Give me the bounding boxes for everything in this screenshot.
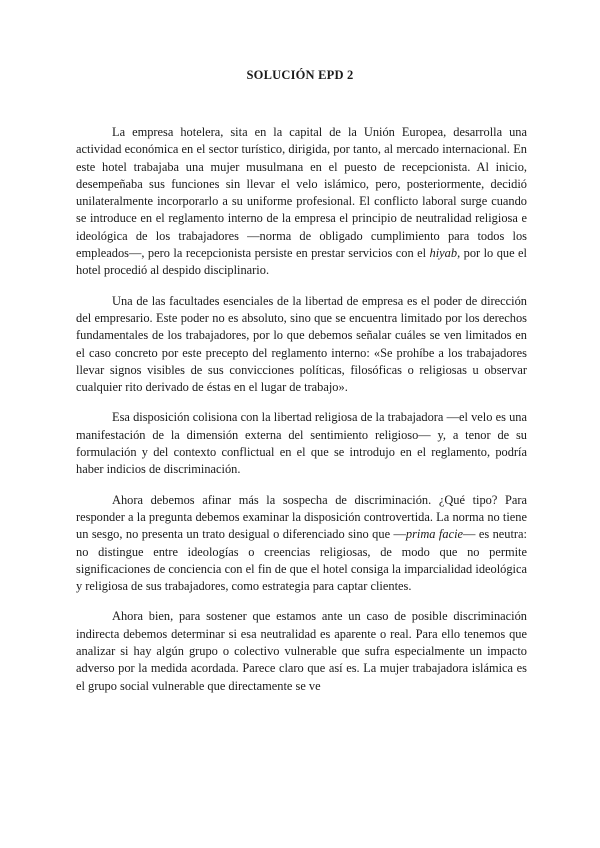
paragraph-text: , por lo que el hotel procedió al despido disciplinario. [76,246,527,278]
paragraph-4 [76,492,527,596]
document-body [76,124,527,708]
paragraph-text: Ahora bien, para sostener que estamos ante un caso de posible discriminación indirecta debemos determinar si esa neutralidad es aparente o real. Para ello tenemos que analizar si hay algún grupo o colectivo vulnerable que sufra especialmente un impacto adverso por la medida acordada. Parece claro que así es. La mujer trabajadora islámica es el grupo social vulnerable que directamente se ve [76,609,527,693]
paragraph-text: Una de las facultades esenciales de la libertad de empresa es el poder de dirección del empresario. Este poder no es absoluto, sino que se encuentra limitado por los derechos fundamentales de los trabajadores, por lo que debemos señalar cuáles se ven limitados en el caso concreto por este precepto del reglamento interno: «Se prohíbe a los trabajadores llevar signos visibles de sus convicciones políticas, filosóficas o religiosas u observar cualquier rito derivado de éstas en el lugar de trabajo». [76,293,527,395]
paragraph-text: Esa disposición colisiona con la libertad religiosa de la trabajadora —el velo es una manifestación de la dimensión externa del sentimiento religioso— y, a tenor de su formulación y del contexto conflictual en el que se introdujo en el reglamento, podría haber indicios de discriminación. [76,410,527,477]
italic-term: hiyab [429,246,458,261]
paragraph-text: Ahora debemos afinar más la sospecha de discriminación. ¿Qué tipo? Para responder a la pregunta debemos examinar la disposición controvertida. La norma no tiene un sesgo, no presenta un trato desigual o diferenciado sino que — [76,492,527,542]
page-title: SOLUCIÓN EPD 2 [246,68,354,82]
paragraph-1 [76,124,527,280]
paragraph-text: La empresa hotelera, sita en la capital de la Unión Europea, desarrolla una actividad económica en el sector turístico, dirigida, por tanto, al mercado internacional. En este hotel trabajaba una mujer musulmana en el puesto de recepcionista. Al inicio, desempeñaba sus funciones sin llevar el velo islámico, pero, posteriormente, decidió unilateralmente incorporarlo a su uniforme profesional. El conflicto laboral surge cuando se introduce en el reglamento interno de la empresa el principio de neutralidad religiosa e ideológica de los trabajadores —norma de obligado cumplimiento para todos los empleados—, pero la recepcionista persiste en prestar servicios con el [76,125,527,261]
paragraph-text: — es neutra: no distingue entre ideologías o creencias religiosas, de modo que no permite significaciones de conciencia con el fin de que el hotel consiga la imparcialidad ideológica y religiosa de sus trabajadores, como estrategia para captar clientes. [76,527,527,594]
paragraph-5 [76,608,527,694]
paragraph-3 [76,409,527,478]
italic-term: prima facie [405,527,464,542]
paragraph-2 [76,293,527,397]
